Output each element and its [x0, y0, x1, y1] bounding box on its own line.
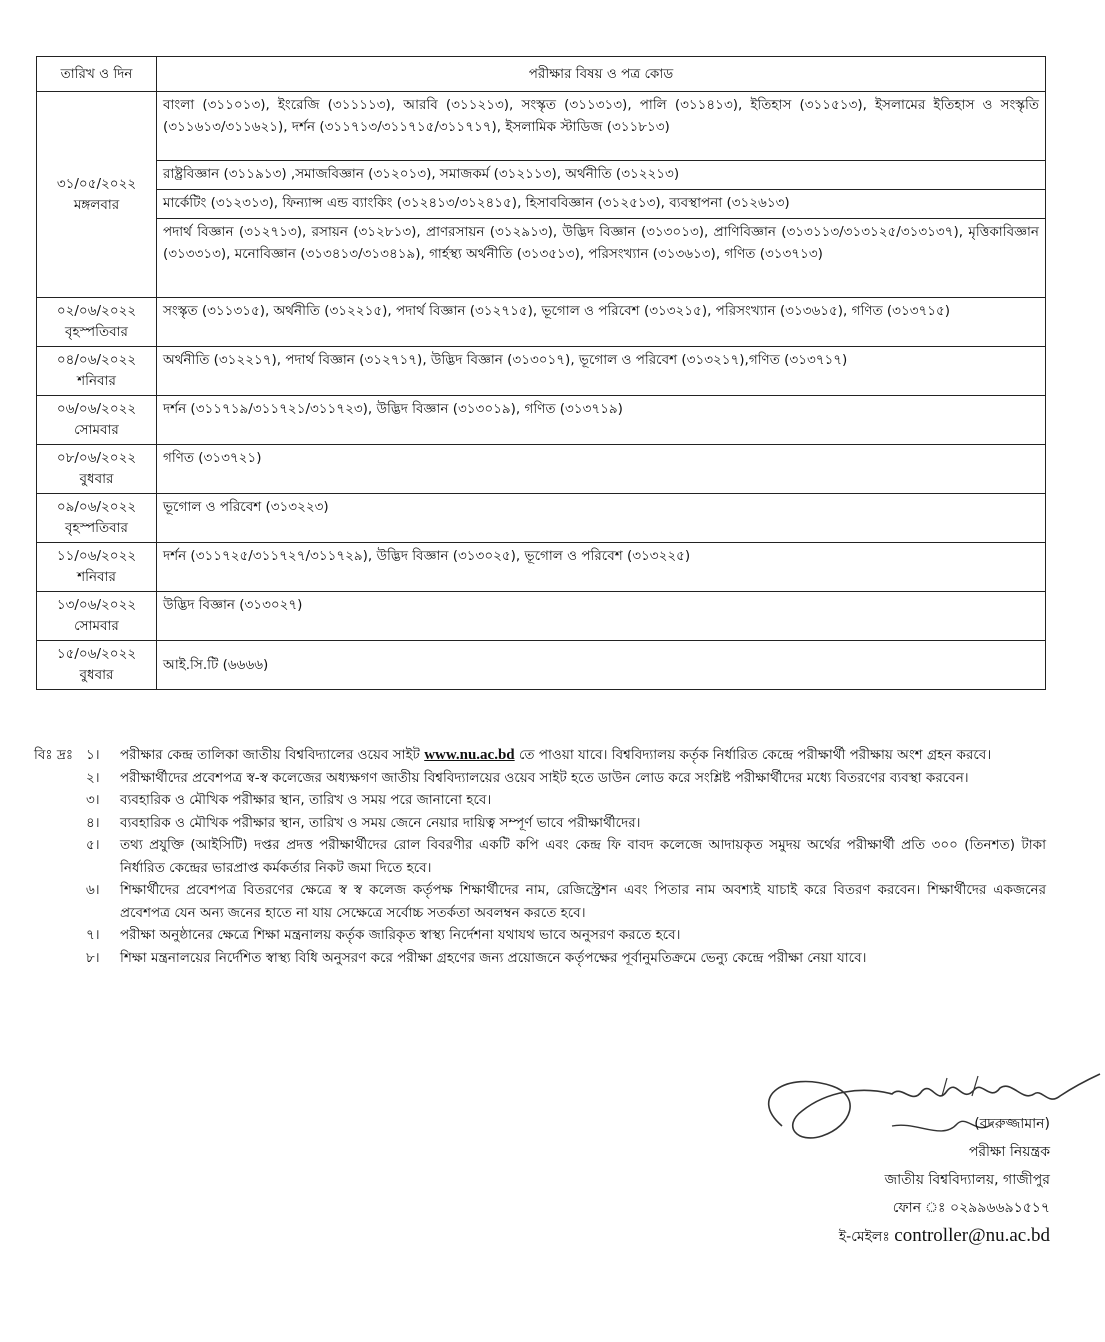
- table-row: [37, 445, 1046, 494]
- exam-date: ১১/০৬/২০২২: [56, 548, 137, 564]
- exam-date: ০৮/০৬/২০২২: [56, 450, 137, 466]
- date-cell: [37, 592, 157, 641]
- date-cell: [37, 298, 157, 347]
- signatory-title: পরীক্ষা নিয়ন্ত্রক: [968, 1144, 1050, 1160]
- email-label: ই-মেইলঃ: [838, 1229, 895, 1245]
- note-text-part: তে পাওয়া যাবে। বিশ্ববিদ্যালয় কর্তৃক নির্ধারিত কেন্দ্রে পরীক্ষার্থী পরীক্ষায় অংশ গ্রহন করবে।: [514, 747, 992, 763]
- list-item: [86, 789, 1046, 812]
- table-row: [37, 190, 1046, 219]
- website-link[interactable]: www.nu.ac.bd: [424, 747, 515, 763]
- subject-cell: গণিত (৩১৩৭২১): [157, 445, 1046, 494]
- note-number: ৫।: [86, 837, 100, 853]
- date-cell: [37, 445, 157, 494]
- exam-day: বৃহস্পতিবার: [65, 324, 128, 340]
- phone-line: [760, 1194, 1050, 1222]
- list-item: [86, 744, 1046, 767]
- table-row: [37, 92, 1046, 161]
- signatory-name: (বদরুজ্জামান): [974, 1116, 1050, 1132]
- exam-date: ১৩/০৬/২০২২: [56, 597, 137, 613]
- email-address[interactable]: controller@nu.ac.bd: [894, 1225, 1050, 1246]
- table-row: [37, 543, 1046, 592]
- exam-day: বৃহস্পতিবার: [65, 520, 128, 536]
- subject-cell: পদার্থ বিজ্ঞান (৩১২৭১৩), রসায়ন (৩১২৮১৩), প্রাণরসায়ন (৩১২৯১৩), উদ্ভিদ বিজ্ঞান (৩১৩০১৩), প্রাণিবিজ্ঞান (৩১৩১১৩/৩১৩১২৫/৩১৩১৩৭), মৃত্তিকাবিজ্ঞান (৩১৩৩১৩), মনোবিজ্ঞান (৩১৩৪১৩/৩১৩৪১৯), গার্হস্থ্য অর্থনীতি (৩১৩৫১৩), পরিসংখ্যান (৩১৩৬১৩), গণিত (৩১৩৭১৩): [157, 219, 1046, 298]
- note-text: ব্যবহারিক ও মৌখিক পরীক্ষার স্থান, তারিখ ও সময় পরে জানানো হবে।: [120, 792, 492, 808]
- date-cell: [37, 494, 157, 543]
- subject-cell: উদ্ভিদ বিজ্ঞান (৩১৩০২৭): [157, 592, 1046, 641]
- email-line: [760, 1222, 1050, 1251]
- exam-day: মঙ্গলবার: [73, 196, 120, 213]
- subject-cell: বাংলা (৩১১০১৩), ইংরেজি (৩১১১১৩), আরবি (৩১১২১৩), সংস্কৃত (৩১১৩১৩), পালি (৩১১৪১৩), ইতিহাস (৩১১৫১৩), ইসলামের ইতিহাস ও সংস্কৃতি (৩১১৬১৩/৩১১৬২১), দর্শন (৩১১৭১৩/৩১১৭১৫/৩১১৭১৭), ইসলামিক স্টাডিজ (৩১১৮১৩): [157, 92, 1046, 161]
- table-header-row: [37, 57, 1046, 92]
- exam-day: শনিবার: [77, 373, 116, 389]
- note-number: ৮।: [86, 949, 100, 966]
- subject-cell: মার্কেটিং (৩১২৩১৩), ফিন্যান্স এন্ড ব্যাংকিং (৩১২৪১৩/৩১২৪১৫), হিসাববিজ্ঞান (৩১২৫১৩), ব্যবস্থাপনা (৩১২৬১৩): [157, 190, 1046, 219]
- note-number: ৩।: [86, 792, 100, 808]
- phone-label: ফোন ঃ: [892, 1200, 950, 1216]
- table-row: [37, 592, 1046, 641]
- subject-cell: ভূগোল ও পরিবেশ (৩১৩২২৩): [157, 494, 1046, 543]
- list-item: [86, 812, 1046, 835]
- date-cell: [37, 641, 157, 690]
- note-number: ৪।: [86, 814, 100, 831]
- exam-day: বুধবার: [79, 667, 114, 683]
- subject-cell: আই.সি.টি (৬৬৬৬): [157, 641, 1046, 690]
- header-subject-code: পরীক্ষার বিষয় ও পত্র কোড: [157, 57, 1046, 92]
- table-row: [37, 161, 1046, 190]
- table-row: [37, 219, 1046, 298]
- note-text: শিক্ষার্থীদের প্রবেশপত্র বিতরণের ক্ষেত্রে স্ব স্ব কলেজ কর্তৃপক্ষ শিক্ষার্থীদের নাম, রেজিস্ট্রেশন এবং পিতার নাম অবশ্যই যাচাই করে বিতরণ করবেন। শিক্ষার্থীদের একজনের প্রবেশপত্র যেন অন্য জনের হাতে না যায় সেক্ষেত্রে সর্বোচ্চ সতর্কতা অবলম্বন করতে হবে।: [120, 882, 1046, 921]
- exam-date: ১৫/০৬/২০২২: [56, 646, 137, 662]
- note-text: [120, 744, 1046, 767]
- header-date-day: তারিখ ও দিন: [37, 57, 157, 92]
- note-text-part: পরীক্ষার কেন্দ্র তালিকা জাতীয় বিশ্ববিদ্যালের ওয়েব সাইট: [120, 747, 425, 763]
- signatory-organization: জাতীয় বিশ্ববিদ্যালয়, গাজীপুর: [884, 1172, 1050, 1188]
- exam-day: বুধবার: [79, 471, 114, 487]
- date-cell: [37, 396, 157, 445]
- notes-heading: বিঃ দ্রঃ: [34, 747, 74, 763]
- list-item: [86, 834, 1046, 879]
- exam-day: সোমবার: [74, 618, 119, 634]
- list-item: [86, 924, 1046, 947]
- note-number: ৬।: [86, 882, 100, 898]
- table-row: [37, 347, 1046, 396]
- exam-schedule-table: [36, 56, 1046, 690]
- list-item: [86, 879, 1046, 924]
- table-row: [37, 396, 1046, 445]
- subject-cell: অর্থনীতি (৩১২২১৭), পদার্থ বিজ্ঞান (৩১২৭১৭), উদ্ভিদ বিজ্ঞান (৩১৩০১৭), ভূগোল ও পরিবেশ (৩১৩২১৭),গণিত (৩১৩৭১৭): [157, 347, 1046, 396]
- subject-cell: সংস্কৃত (৩১১৩১৫), অর্থনীতি (৩১২২১৫), পদার্থ বিজ্ঞান (৩১২৭১৫), ভূগোল ও পরিবেশ (৩১৩২১৫), পরিসংখ্যান (৩১৩৬১৫), গণিত (৩১৩৭১৫): [157, 298, 1046, 347]
- note-number: ২।: [86, 769, 100, 786]
- date-cell: [37, 92, 157, 298]
- note-text: পরীক্ষার্থীদের প্রবেশপত্র স্ব-স্ব কলেজের অধ্যক্ষগণ জাতীয় বিশ্ববিদ্যালয়ের ওয়েব সাইট হতে ডাউন লোড করে সংশ্লিষ্ট পরীক্ষার্থীদের মধ্যে বিতরণের ব্যবস্থা করবেন।: [120, 769, 969, 786]
- subject-cell: রাষ্ট্রবিজ্ঞান (৩১১৯১৩) ,সমাজবিজ্ঞান (৩১২০১৩), সমাজকর্ম (৩১২১১৩), অর্থনীতি (৩১২২১৩): [157, 161, 1046, 190]
- exam-date: ০৪/০৬/২০২২: [56, 352, 137, 368]
- exam-date: ০২/০৬/২০২২: [56, 303, 137, 319]
- exam-day: শনিবার: [77, 569, 116, 585]
- note-text: পরীক্ষা অনুষ্ঠানের ক্ষেত্রে শিক্ষা মন্ত্রনালয় কর্তৃক জারিকৃত স্বাস্থ্য নির্দেশনা যথাযথ ভাবে অনুসরণ করতে হবে।: [120, 927, 681, 943]
- exam-day: সোমবার: [74, 422, 119, 438]
- phone-number: ০২৯৯৬৬৯১৫১৭: [949, 1200, 1050, 1216]
- subject-cell: দর্শন (৩১১৭১৯/৩১১৭২১/৩১১৭২৩), উদ্ভিদ বিজ্ঞান (৩১৩০১৯), গণিত (৩১৩৭১৯): [157, 396, 1046, 445]
- note-number: ৭।: [86, 927, 100, 943]
- subject-cell: দর্শন (৩১১৭২৫/৩১১৭২৭/৩১১৭২৯), উদ্ভিদ বিজ্ঞান (৩১৩০২৫), ভূগোল ও পরিবেশ (৩১৩২২৫): [157, 543, 1046, 592]
- table-row: [37, 641, 1046, 690]
- date-cell: [37, 347, 157, 396]
- note-text: ব্যবহারিক ও মৌখিক পরীক্ষার স্থান, তারিখ ও সময় জেনে নেয়ার দায়িত্ব সম্পূর্ণ ভাবে পরীক্ষার্থীদের।: [120, 814, 641, 831]
- signature-block: [760, 1070, 1050, 1251]
- date-cell: [37, 543, 157, 592]
- exam-date: ৩১/০৫/২০২২: [56, 175, 137, 192]
- list-item: [86, 767, 1046, 790]
- table-row: [37, 298, 1046, 347]
- note-text: তথ্য প্রযুক্তি (আইসিটি) দপ্তর প্রদত্ত পরীক্ষার্থীদের রোল বিবরণীর একটি কপি এবং কেন্দ্র ফি বাবদ কলেজে আদায়কৃত সমুদয় অর্থের পরীক্ষার্থী প্রতি ৩০০ (তিনশত) টাকা নির্ধারিত কেন্দ্রের ভারপ্রাপ্ত কর্মকর্তার নিকট জমা দিতে হবে।: [120, 837, 1046, 876]
- note-text: শিক্ষা মন্ত্রনালয়ের নির্দেশিত স্বাস্থ্য বিধি অনুসরণ করে পরীক্ষা গ্রহণের জন্য প্রয়োজনে কর্তৃপক্ষের পূর্বানুমতিক্রমে ভেন্যু কেন্দ্রে পরীক্ষা নেয়া যাবে।: [120, 949, 867, 966]
- list-item: [86, 947, 1046, 970]
- exam-date: ০৯/০৬/২০২২: [56, 499, 137, 515]
- notes-section: [34, 744, 1046, 969]
- notes-list: [86, 744, 1046, 969]
- exam-date: ০৬/০৬/২০২২: [56, 401, 137, 417]
- table-row: [37, 494, 1046, 543]
- note-number: ১।: [86, 747, 100, 763]
